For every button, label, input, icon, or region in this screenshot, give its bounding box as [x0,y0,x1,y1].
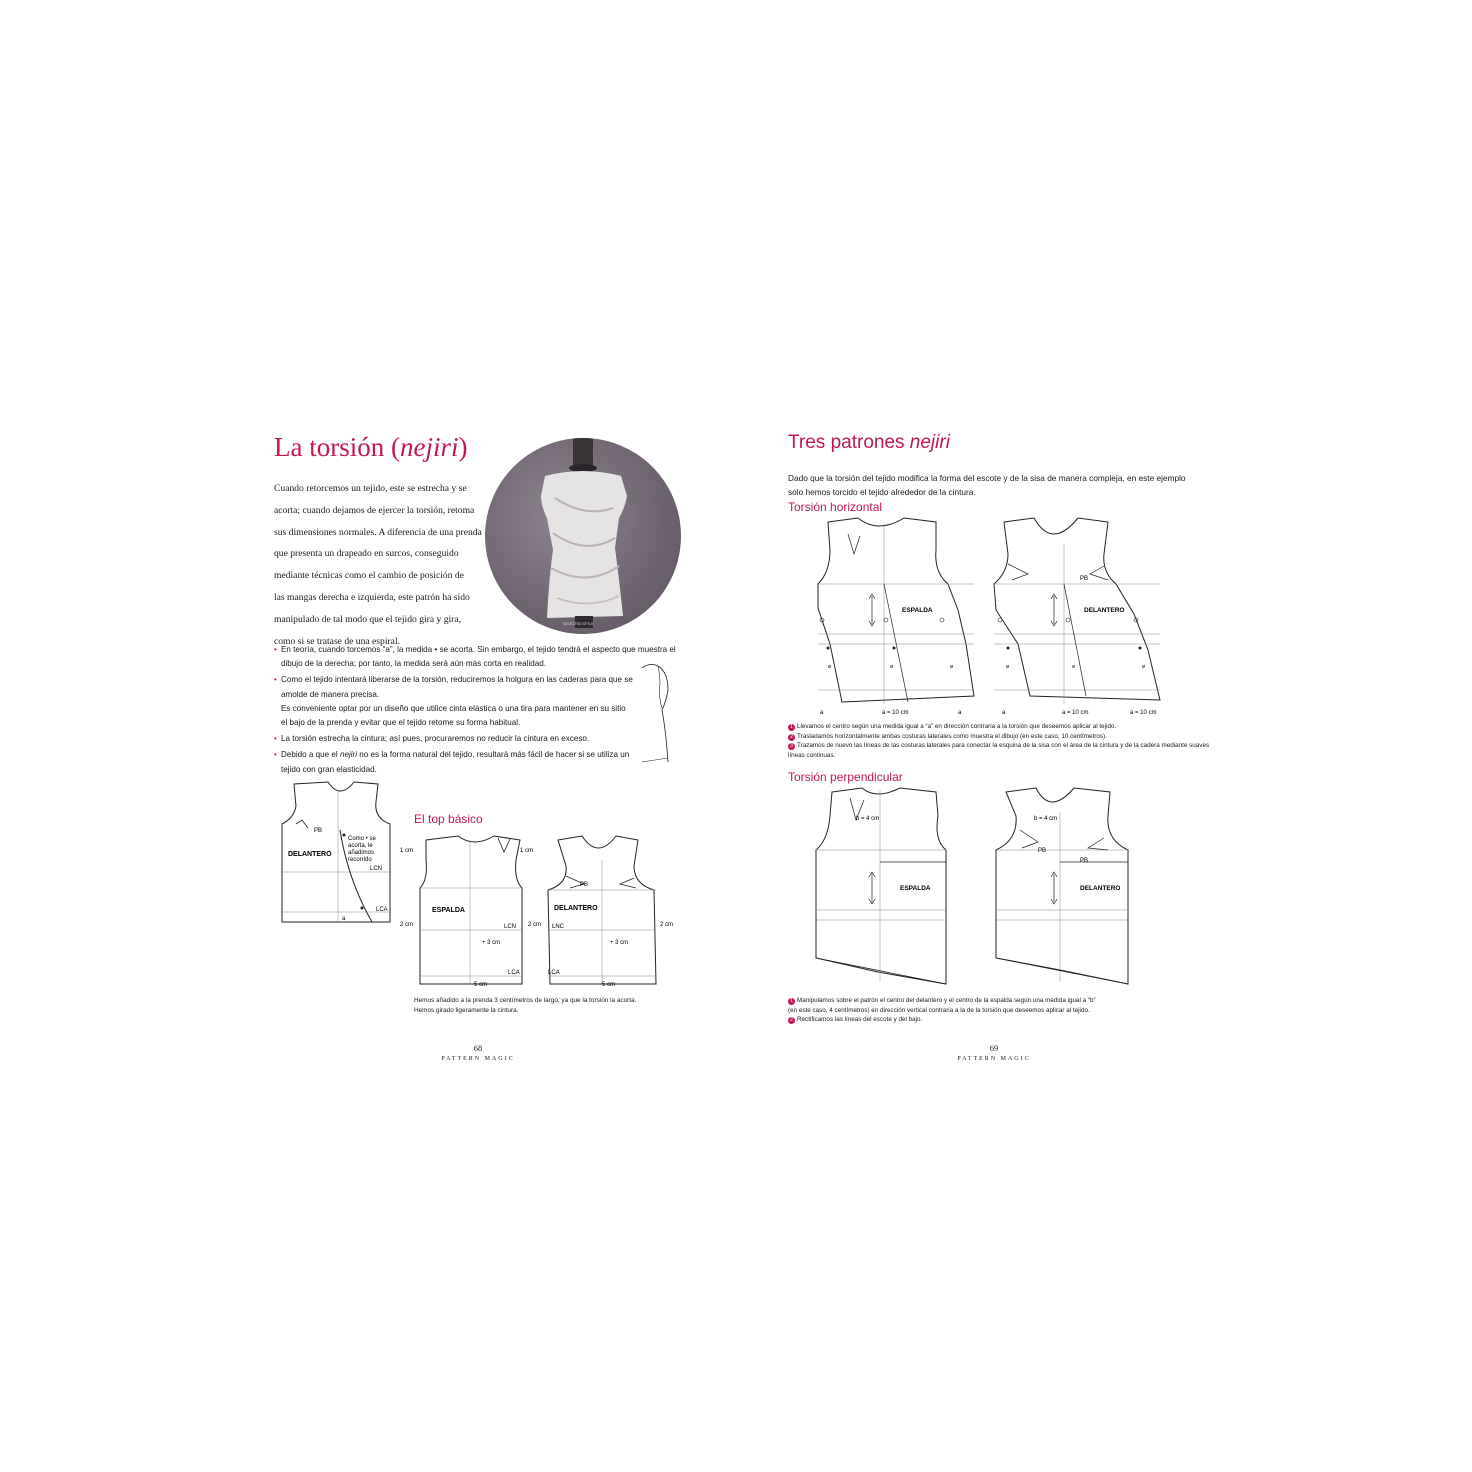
delantero-label: DELANTERO [1084,607,1125,614]
o-label: ø [1006,664,1010,670]
note-item [788,996,1188,1006]
o-label: ø [890,664,894,670]
lca-label: LCA [508,970,520,976]
o-label: ø [950,664,954,670]
a-measure-label: a = 10 cm [882,710,909,716]
bullet-line: En teoría, cuando torcemos “a”, la medida • se acorta. Sin embargo, el tejido tendrá el aspecto que muestra el [281,645,676,654]
right-intro-paragraph [788,472,1208,500]
note-number: 2 [788,734,795,741]
footer-right: PATTERN MAGIC [957,1056,1031,1062]
pb-label: PB [1080,576,1089,582]
cm-label: 2 cm [660,922,674,928]
note-number: 2 [788,1017,795,1024]
intro-line: mediante técnicas como el cambio de posición de [274,570,464,582]
bullet-line: dibujo de la derecha; por tanto, la medida será aún más corta en realidad. [281,659,547,669]
espalda-label: ESPALDA [902,607,933,614]
note-text: Trazamos de nuevo las líneas de las costuras laterales para conectar la esquina de la sisa con el área de la cintura y de la cadera mediante suaves [797,742,1210,750]
intro-line: acorta; cuando dejamos de ejercer la torsión, retoma [274,504,475,516]
o-label: ø [828,664,832,670]
note-item [788,1015,1188,1025]
perpendicular-notes [788,996,1188,1025]
bullet-line [281,748,674,762]
cm-label: 5 cm [474,982,488,988]
o-label: ø [1072,664,1076,670]
bullet-italic: nejiri [339,750,358,760]
a-label: a [1002,710,1006,716]
caption-line: Hemos girado ligeramente la cintura. [414,1007,519,1014]
a-label: a [342,916,346,922]
note-text: Llevamos el centro según una medida igual a “a” en dirección contraria a la torsión que deseemos aplicar al tejido. [797,723,1117,730]
horizontal-notes [788,722,1210,760]
intro-line: las mangas derecha e izquierda, este patrón ha sido [274,591,470,603]
perpendicular-twist-pattern-diagram [810,786,1150,986]
bullet-item [274,748,674,776]
bullet-line: tejido con gran elasticidad. [281,764,377,774]
side-silhouette-sketch [636,662,676,768]
cm-label: 2 cm [528,922,542,928]
note-line: recorrido [348,857,372,863]
a-label: a [820,710,824,716]
bullet-item [274,732,674,746]
o-label: ø [1142,664,1146,670]
b-measure-label: b = 4 cm [1034,816,1058,822]
bullet-dot: • [274,675,277,685]
pb-label: PB [314,828,323,834]
note-item [788,741,1210,751]
plus-cm-label: + 3 cm [482,940,501,946]
cm-label: 1 cm [400,848,414,854]
bullet-dot: • [274,750,277,760]
a-measure-label: a = 10 cm [1062,710,1089,716]
note-item: (en este caso, 4 centímetros) en dirección vertical contraria a la de la torsión que deseemos aplicar al tejido. [788,1006,1090,1014]
page-number-right: 69 [989,1043,999,1053]
plus-cm-label: + 3 cm [610,940,629,946]
lcn-label: LCN [504,924,517,930]
intro-line: manipulado de tal modo que el tejido gira y gira, [274,613,462,625]
lnc-label: LNC [552,924,565,930]
note-item: líneas continuas. [788,751,836,759]
lca-label: LCA [376,907,388,913]
espalda-label: ESPALDA [900,885,931,892]
note-number: 1 [788,998,795,1005]
note-number: 1 [788,724,795,731]
note-text: Rectificamos las líneas del escote y del bajo. [797,1016,923,1024]
note-number: 3 [788,743,795,750]
section-title-top-basico: El top básico [414,812,483,826]
bullet-dot: • [274,645,277,654]
bullet-item [274,673,674,730]
pb-label: PB [1038,848,1047,854]
caption-line: Hemos añadido a la prenda 3 centímetros de largo, ya que la torsión la acorta. [414,997,637,1004]
intro-line: como si se tratase de una espiral. [274,635,401,647]
intro-line: que presenta un drapeado en surcos, conseguido [274,548,459,560]
front-twist-pattern-diagram [278,780,398,930]
note-item [788,732,1188,742]
bullet-line: Como el tejido intentará liberarse de la torsión, reduciremos la holgura en las caderas para que se [281,675,633,685]
twisted-top-illustration [485,438,681,634]
a-label: a [958,710,962,716]
delantero-label: DELANTERO [554,905,598,912]
note-line: acorta, le [348,843,373,849]
intro-paragraph [274,478,494,652]
bullet-item [274,643,681,671]
delantero-label: DELANTERO [288,851,332,858]
bullet-text: Debido a que el [281,750,340,760]
section-title-torsion-perpendicular: Torsión perpendicular [788,770,903,784]
bullet-line: amolde de manera precisa. [281,689,380,699]
footer-left: PATTERN MAGIC [441,1056,515,1062]
b-measure-label: b = 4 cm [856,816,880,822]
page-title: La torsión (nejiri) [274,432,468,462]
intro-line: Cuando retorcemos un tejido, este se estrecha y se [274,483,467,494]
espalda-label: ESPALDA [432,907,465,914]
intro-line: Dado que la torsión del tejido modifica la forma del escote y de la sisa de manera compleja, en este ejemplo [788,473,1186,483]
intro-line: solo hemos torcido el tejido alrededor de la cintura. [788,486,976,497]
page-title-right: Tres patrones nejiri [788,432,950,453]
photo-label: SELECTED STYLE [563,622,594,626]
note-text: Trasladamos horizontalmente ambas costuras laterales como muestra el dibujo (en este caso, 10 centímetros). [797,732,1107,740]
section-title-torsion-horizontal: Torsión horizontal [788,500,883,514]
delantero-label: DELANTERO [1080,885,1121,892]
page-number-left: 68 [473,1043,483,1053]
lca-label: LCA [548,970,560,976]
bullet-list [274,643,674,777]
figure-caption [414,996,636,1016]
bullet-text: no es la forma natural del tejido, resultará más fácil de hacer si se utiliza un [357,750,630,760]
note-line: añadimos [348,850,375,856]
dress-form-photo [485,438,681,634]
note-text: Manipulamos sobre el patrón el centro del delantero y el centro de la espalda según una medida igual a “b” [797,997,1096,1004]
intro-line: sus dimensiones normales. A diferencia de una prenda [274,526,482,538]
bullet-line: Es conveniente optar por un diseño que utilice cinta elástica o una tira para mantener en su sitio [281,703,626,713]
basic-top-pattern-diagram [398,826,688,996]
cm-label: 2 cm [400,922,414,928]
bullet-line: el bajo de la prenda y evitar que el tejido retome su forma habitual. [281,718,521,728]
bullet-line: La torsión estrecha la cintura; así pues, procuraremos no reducir la cintura en exceso. [281,734,590,744]
pb-label: PB [580,882,589,888]
a-measure-label: a = 10 cm [1130,710,1157,716]
lcn-label: LCN [370,866,383,872]
note-item [788,722,1188,732]
cm-label: 5 cm [602,982,616,988]
bullet-dot: • [274,734,277,744]
cm-label: 1 cm [520,848,534,854]
note-line: Como • se [348,836,376,842]
horizontal-twist-pattern-diagram [808,514,1178,720]
pb-label: PB [1080,858,1089,864]
